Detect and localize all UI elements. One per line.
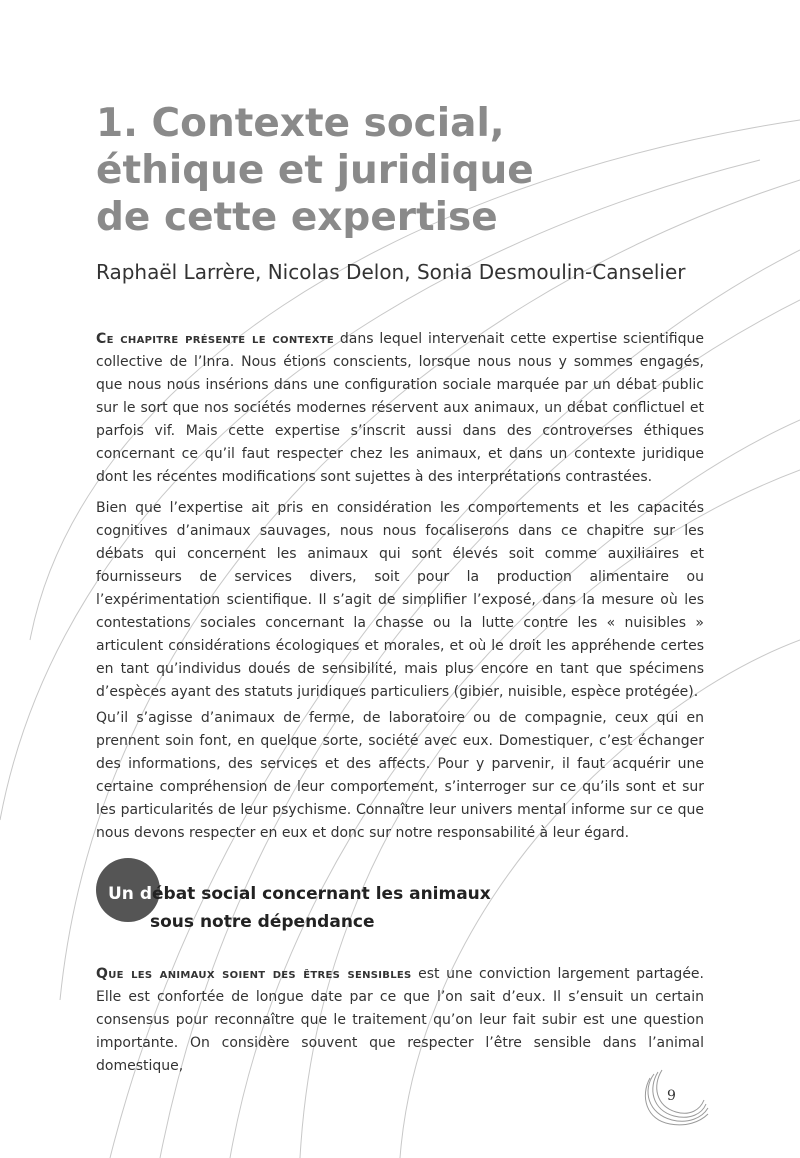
chapter-authors: Raphaël Larrère, Nicolas Delon, Sonia Desmoulin-Canselier [96, 260, 686, 284]
paragraph-4-text: est une conviction largement partagée. Elle est confortée de longue date par ce que l’on sait d’eux. Il s’ensuit un certain consensus pour reconnaître que le traitement qu’on leur fait subir est une question importante. On considère souvent que respecter l’être sensible dans l’animal domestique, [96, 966, 704, 1074]
section-title-rest: ébat social concernant les animaux [152, 884, 491, 904]
chapter-title-line-3: de cette expertise [96, 195, 498, 240]
paragraph-2: Bien que l’expertise ait pris en considération les comportements et les capacités cognitives d’animaux sauvages, nous nous focaliserons dans ce chapitre sur les débats qui concernent les animaux qui sont élevés soit comme auxiliaires et fournisseurs de services divers, soit pour la production alimentaire ou l’expérimentation scientifique. Il s’agit de simplifier l’exposé, dans la mesure où les contestations sociales concernant la chasse ou la lutte contre les « nuisibles » articulent considérations écologiques et morales, et où le droit les appréhende certes en tant qu’individus doués de sensibilité, mais plus encore en tant que spécimens d’espèces ayant des statuts juridiques particuliers (gibier, nuisible, espèce protégée). [96, 500, 704, 700]
paragraph-1-text: dans lequel intervenait cette expertise scientifique collective de l’Inra. Nous étions conscients, lorsque nous nous y sommes engagés, que nous nous insérions dans une configuration sociale marquée par un débat public sur le sort que nos sociétés modernes réservent aux animaux, un débat conflictuel et parfois vif. Mais cette expertise s’inscrit aussi dans des controverses éthiques concernant ce qu’il faut respecter chez les animaux, et dans un contexte juridique dont les récentes modifications sont sujettes à des interprétations contrastées. [96, 331, 704, 485]
paragraph-3: Qu’il s’agisse d’animaux de ferme, de laboratoire ou de compagnie, ceux qui en prennent soin font, en quelque sorte, société avec eux. Domestiquer, c’est échanger des informations, des services et des affects. Pour y parvenir, il faut acquérir une certaine compréhension de leur comportement, s’interroger sur ce qu’ils sont et sur les particularités de leur psychisme. Connaître leur univers mental informe sur ce que nous devons respecter en eux et donc sur notre responsabilité à leur égard. [96, 710, 704, 841]
chapter-title-line-1: 1. Contexte social, [96, 101, 505, 146]
page-number: 9 [667, 1088, 676, 1104]
section-title-line-2: sous notre dépendance [150, 912, 375, 932]
paragraph-4 [96, 963, 704, 1078]
chapter-title [96, 100, 534, 241]
section-title [108, 880, 491, 936]
paragraph-4-lead-in: Que les animaux soient des êtres sensibles [96, 966, 412, 982]
paragraph-1 [96, 328, 704, 489]
paragraph-1-lead-in: Ce chapitre présente le contexte [96, 331, 335, 347]
chapter-title-line-2: éthique et juridique [96, 148, 534, 193]
section-title-first-word: Un d [108, 884, 152, 904]
